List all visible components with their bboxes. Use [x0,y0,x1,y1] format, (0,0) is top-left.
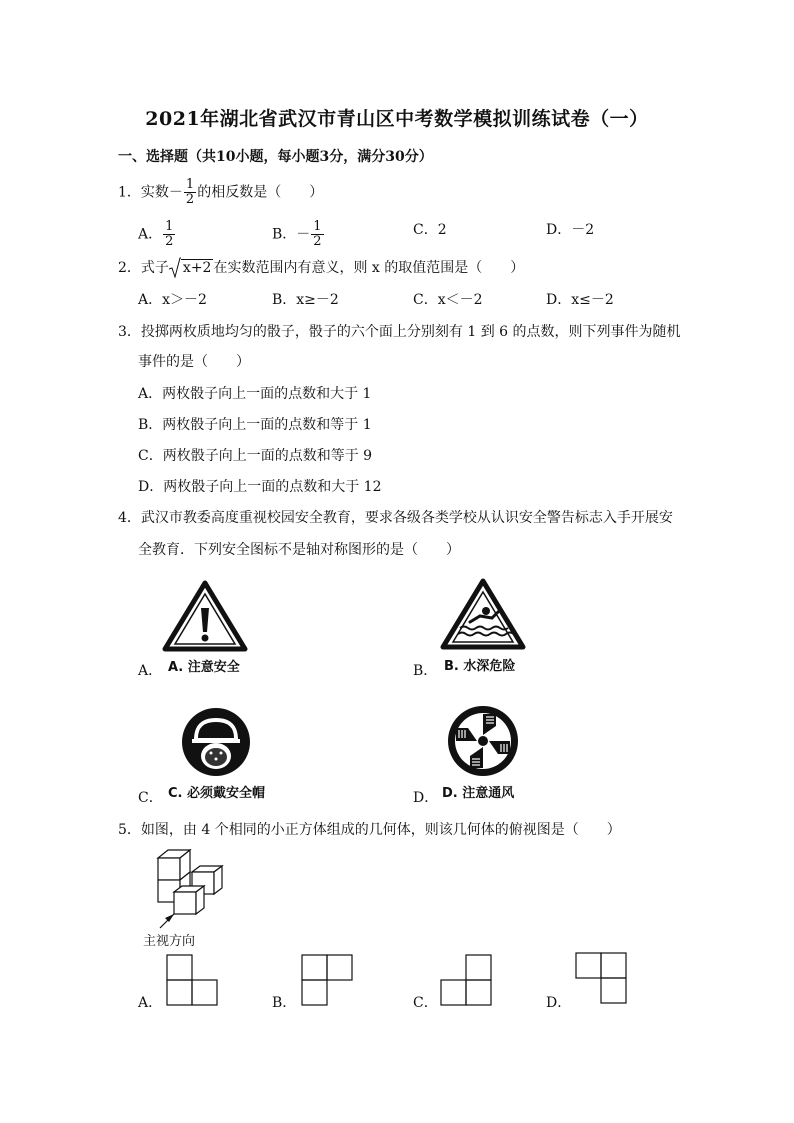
q1-suffix: 的相反数是（ ） [197,184,324,201]
deep-water-triangle-icon [440,578,526,650]
q3-option-b: B．两枚骰子向上一面的点数和等于 1 [138,417,372,433]
q1-option-a-letter: A． [138,226,163,243]
section-heading: 一、选择题（共10小题，每小题3分，满分30分） [118,149,433,165]
q1-b-den: 2 [313,234,322,249]
q2-suffix: 在实数范围内有意义，则 x 的取值范围是（ ） [213,260,525,276]
q5-option-a-figure [164,953,220,1007]
q1-prefix: 1．实数－ [118,184,183,201]
q1-option-b [272,220,325,249]
q5-option-d-letter: D． [546,995,572,1011]
q4-option-b-letter: B． [413,663,438,679]
page-title: 2021年湖北省武汉市青山区中考数学模拟训练试卷（一） [145,108,649,130]
ventilation-fan-icon [446,704,520,778]
question-4-line-2: 全教育．下列安全图标不是轴对称图形的是（ ） [138,542,460,558]
q4-option-c-letter: C． [138,790,163,806]
q5-option-a-letter: A． [138,995,163,1011]
q3-option-c: C．两枚骰子向上一面的点数和等于 9 [138,448,373,464]
q4-option-d-caption: D. 注意通风 [442,786,515,801]
q5-option-c-figure [438,953,494,1007]
q1-a-den: 2 [165,234,174,249]
question-3-line-1: 3．投掷两枚质地均匀的骰子，骰子的六个面上分别刻有 1 到 6 的点数，则下列事件为随机 [118,324,681,340]
q1-option-a [138,220,176,249]
q2-radicand: x+2 [182,260,212,276]
cube-solid-figure [148,846,226,930]
q4-option-c-caption: C. 必须戴安全帽 [168,786,266,801]
question-2 [118,258,524,278]
q1-fraction [184,178,196,207]
q4-option-b-caption: B. 水深危险 [444,659,516,674]
q2-option-c: C．x＜－2 [413,292,483,308]
q5-option-b-letter: B． [272,995,297,1011]
q1-option-a-fraction [163,220,175,249]
q1-option-d: D．－2 [546,222,595,238]
question-5: 5．如图，由 4 个相同的小正方体组成的几何体，则该几何体的俯视图是（ ） [118,822,621,838]
q1-option-b-letter: B．－ [272,226,311,243]
warning-triangle-icon [162,580,248,652]
q4-option-a-caption: A. 注意安全 [168,660,240,675]
q2-option-b: B．x≥－2 [272,292,339,308]
q5-option-c-letter: C． [413,995,438,1011]
q3-option-a: A．两枚骰子向上一面的点数和大于 1 [138,386,372,402]
q2-sqrt [169,258,214,278]
question-4-line-1: 4．武汉市教委高度重视校园安全教育，要求各级各类学校从认识安全警告标志入手开展安 [118,510,673,526]
helmet-icon [180,706,252,778]
q4-option-a-letter: A． [138,663,163,679]
question-1 [118,178,323,207]
q3-option-d: D．两枚骰子向上一面的点数和大于 12 [138,479,382,495]
q1-a-num: 1 [165,219,174,234]
q4-option-d-letter: D． [413,790,439,806]
q1-option-c: C．2 [413,222,447,238]
question-3-line-2: 事件的是（ ） [138,354,250,370]
q1-b-num: 1 [313,219,322,234]
q1-option-b-fraction [311,220,323,249]
q5-option-d-figure [573,951,629,1005]
view-direction-label: 主视方向 [143,934,196,949]
q5-option-b-figure [299,953,355,1007]
q2-option-a: A．x＞－2 [138,292,207,308]
q1-frac-den: 2 [185,192,195,207]
q1-frac-num: 1 [185,177,195,192]
q2-prefix: 2．式子 [118,260,169,276]
q2-option-d: D．x≤－2 [546,292,614,308]
